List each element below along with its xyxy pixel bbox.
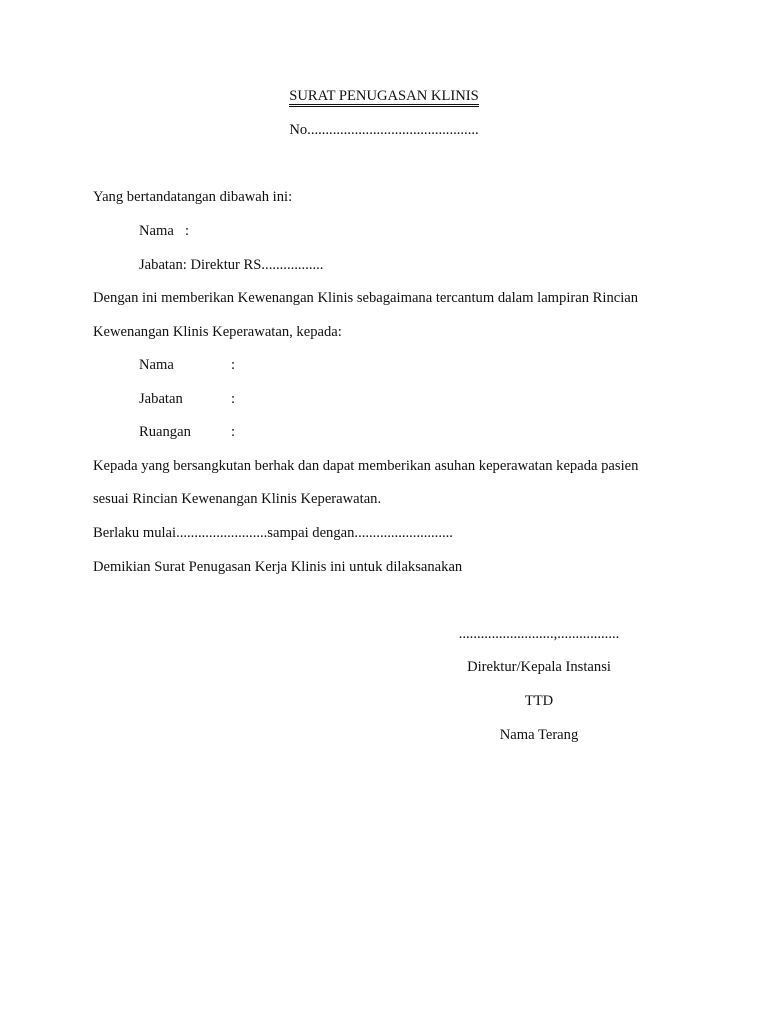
recipient-position-colon: : [231,391,236,407]
signature-role: Direktur/Kepala Instansi [467,659,611,675]
grant-text-line-1: Dengan ini memberikan Kewenangan Klinis sebagaimana tercantum dalam lampiran Rincian [93,290,639,306]
rights-text-line-1: Kepada yang bersangkutan berhak dan dapat memberikan asuhan keperawatan kepada pasien [93,458,639,474]
document-title-text: SURAT PENUGASAN KLINIS [289,88,478,107]
signer-name-label: Nama [139,223,174,239]
signature-place-date: ..........................,................. [458,626,620,642]
recipient-name-label: Nama [139,357,174,373]
intro-text: Yang bertandatangan dibawah ini: [93,189,293,205]
closing-text: Demikian Surat Penugasan Kerja Klinis ini untuk dilaksanakan [93,559,463,575]
recipient-position-label: Jabatan [139,391,183,407]
recipient-name-colon: : [231,357,236,373]
document-number: No............................................... [289,122,479,138]
signer-name-colon: : [185,223,190,239]
signer-position: Jabatan: Direktur RS................. [139,257,324,273]
document-title [0,87,768,107]
validity-period: Berlaku mulai.........................sampai dengan........................... [93,525,453,541]
recipient-room-label: Ruangan [139,424,191,440]
signature-name: Nama Terang [499,727,579,743]
rights-text-line-2: sesuai Rincian Kewenangan Klinis Keperawatan. [93,491,382,507]
grant-text-line-2: Kewenangan Klinis Keperawatan, kepada: [93,324,342,340]
recipient-room-colon: : [231,424,236,440]
signature-ttd: TTD [524,693,554,709]
